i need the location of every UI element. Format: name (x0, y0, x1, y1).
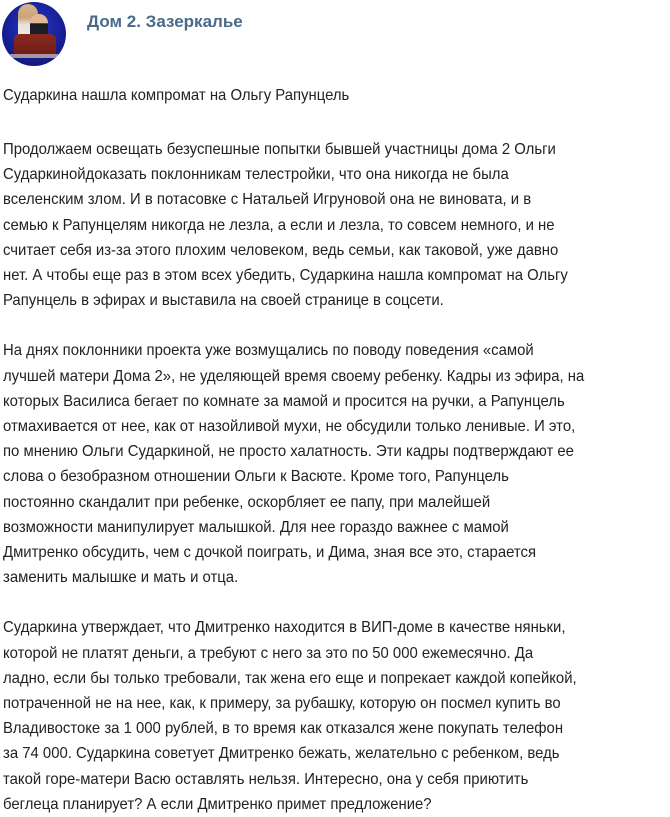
text-line: беглеца планирует? А если Дмитренко примет предложение? (3, 795, 432, 813)
post-title: Сударкина нашла компромат на Ольгу Рапунцель (3, 87, 350, 104)
text-line: Дмитренко обсудить, чем с дочкой поиграть, и Дима, зная все это, старается (3, 544, 537, 562)
channel-name-link[interactable]: Дом 2. Зазеркалье (87, 12, 243, 31)
text-line: нет. А чтобы еще раз в этом всех убедить, Сударкина нашла компромат на Ольгу (3, 267, 568, 285)
paragraph-2 (3, 338, 668, 590)
text-line: Продолжаем освещать безуспешные попытки бывшей участницы дома 2 Ольги (3, 141, 556, 158)
avatar-caption (10, 54, 58, 58)
text-line: Рапунцель в эфирах и выставила на своей странице в соцсети. (3, 292, 444, 310)
text-line: за 74 000. Сударкина советует Дмитренко бежать, желательно с ребенком, ведь (3, 745, 560, 763)
text-line: Сударкина утверждает, что Дмитренко находится в ВИП-доме в качестве няньки, (3, 619, 566, 637)
text-line: отмахивается от нее, как от назойливой мухи, не обсудили только ленивые. И это, (3, 418, 576, 436)
text-line: семью к Рапунцелям никогда не лезла, а если и лезла, то совсем немного, и не (3, 216, 555, 234)
channel-avatar[interactable] (2, 2, 66, 66)
text-line: по мнению Ольги Сударкиной, не просто халатность. Эти кадры подтверждают ее (3, 443, 574, 461)
text-line: такой горе-матери Васю оставлять нельзя. Интересно, она у себя приютить (3, 770, 529, 788)
text-line: На днях поклонники проекта уже возмущались по поводу поведения «самой (3, 342, 534, 360)
text-line: слова о безобразном отношении Ольги к Васюте. Кроме того, Рапунцель (3, 468, 509, 486)
text-line: постоянно скандалит при ребенке, оскорбляет ее папу, при малейшей (3, 493, 491, 511)
paragraph-3 (3, 615, 668, 817)
text-line: Сударкинойдоказать поклонникам телестройки, что она никогда не была (3, 166, 509, 184)
text-line: ладно, если бы только требовали, так жена его еще и попрекает каждой копейкой, (3, 669, 577, 687)
paragraph-1 (3, 137, 668, 313)
post-content (3, 86, 668, 817)
text-line: возможности манипулирует малышкой. Для нее гораздо важнее с мамой (3, 518, 509, 536)
post-header (0, 0, 670, 70)
text-line: считает себя из-за этого плохим человеком, ведь семьи, как таковой, уже давно (3, 241, 559, 259)
text-line: заменить малышке и мать и отца. (3, 569, 239, 587)
text-line: Владивостоке за 1 000 рублей, в то время как отказался жене покупать телефон (3, 720, 564, 738)
text-line: которых Василиса бегает по комнате за мамой и просится на ручки, а Рапунцель (3, 392, 565, 410)
text-line: которой не платят деньги, а требуют с него за это по 50 000 ежемесячно. Да (3, 644, 534, 662)
text-line: лучшей матери Дома 2», не уделяющей время своему ребенку. Кадры из эфира, на (3, 367, 585, 385)
text-line: потраченной не на нее, как, к примеру, за рубашку, которую он посмел купить во (3, 695, 561, 713)
text-line: вселенским злом. И в потасовке с Натальей Игруновой она не виновата, и в (3, 191, 532, 209)
